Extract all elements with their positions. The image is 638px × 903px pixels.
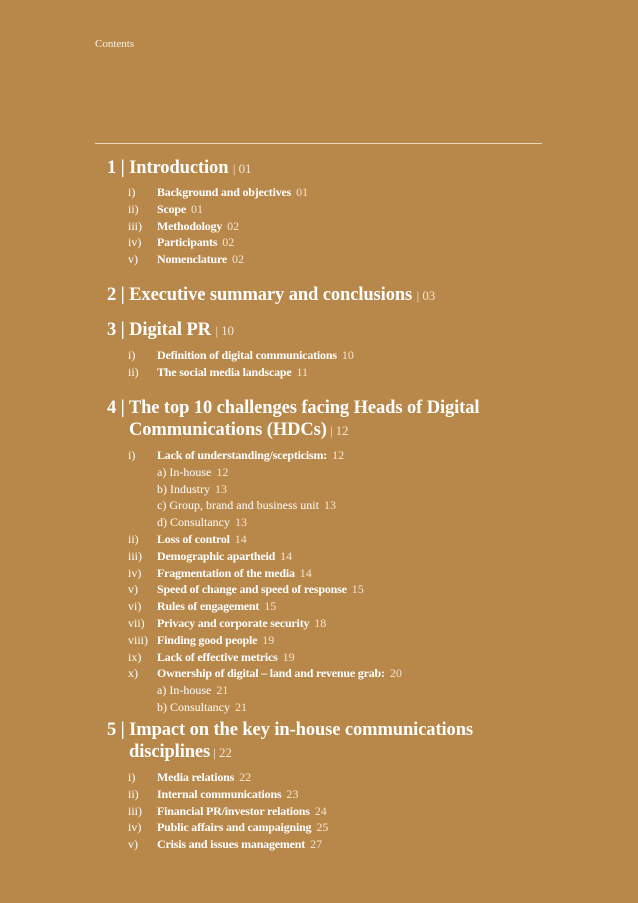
toc-item-page: 21 <box>235 699 247 714</box>
toc-item[interactable] <box>128 769 328 786</box>
toc-item-page: 19 <box>282 649 295 664</box>
toc-item-number: iii) <box>128 548 142 563</box>
toc-item[interactable] <box>128 364 354 381</box>
toc-list-1 <box>128 184 308 268</box>
toc-item-page: 15 <box>351 582 364 597</box>
section-title: 5 | Impact on the key in-house communications <box>107 720 473 740</box>
toc-item-page: 14 <box>234 531 247 546</box>
toc-item[interactable] <box>128 819 328 836</box>
toc-item-page: 15 <box>264 599 277 614</box>
toc-item-number: iv) <box>128 820 142 835</box>
toc-item-label: Lack of effective metrics <box>157 649 278 664</box>
toc-item-label: Methodology <box>157 218 223 233</box>
toc-subitem-label: d) Consultancy <box>157 515 230 530</box>
section-page: 12 <box>335 423 349 438</box>
toc-item-label: Public affairs and campaigning <box>157 820 312 835</box>
toc-item-page: 14 <box>280 548 293 563</box>
toc-item-page: 01 <box>296 185 309 199</box>
toc-item[interactable] <box>128 565 402 582</box>
toc-item[interactable] <box>128 531 402 548</box>
toc-item-page: 12 <box>332 448 345 462</box>
toc-item-page: 13 <box>235 515 247 530</box>
section-page: 03 <box>422 288 436 303</box>
divider <box>95 143 542 144</box>
toc-subitem-label: c) Group, brand and business unit <box>157 498 319 513</box>
toc-item-label: Finding good people <box>157 632 258 647</box>
toc-item[interactable] <box>128 803 328 820</box>
toc-item-number: iii) <box>128 218 142 233</box>
toc-item-label: Financial PR/investor relations <box>157 803 310 818</box>
toc-item-page: 27 <box>310 837 323 852</box>
toc-item-label: Lack of understanding/scepticism: <box>157 448 328 462</box>
toc-subitem-label: a) In-house <box>157 464 212 479</box>
toc-section-2[interactable]: 2 | Executive summary and conclusions | 03 <box>107 285 436 305</box>
toc-section-1[interactable]: 1 | Introduction | 01 <box>107 158 252 178</box>
toc-subitem[interactable] <box>128 481 402 498</box>
toc-item[interactable] <box>128 347 354 364</box>
toc-item-page: 12 <box>216 464 229 479</box>
section-title: 2 | Executive summary and conclusions <box>107 285 413 305</box>
toc-item-page: 21 <box>216 683 229 698</box>
toc-item-number: iv) <box>128 565 142 580</box>
toc-subitem-label: b) Consultancy <box>157 699 230 714</box>
toc-subitem-label: a) In-house <box>157 683 212 698</box>
section-title: 4 | The top 10 challenges facing Heads of Digital <box>107 398 480 418</box>
toc-item-page: 23 <box>286 786 299 801</box>
toc-item-number: vii) <box>128 615 145 630</box>
toc-item[interactable] <box>128 447 402 464</box>
toc-item-number: iii) <box>128 803 142 818</box>
toc-item-number: ix) <box>128 649 142 664</box>
toc-item-page: 18 <box>314 615 327 630</box>
toc-item-page: 19 <box>262 632 275 647</box>
toc-item-label: Definition of digital communications <box>157 348 337 362</box>
toc-item-label: Nomenclature <box>157 252 228 267</box>
toc-item[interactable] <box>128 201 308 218</box>
toc-item[interactable] <box>128 665 402 682</box>
toc-item-page: 02 <box>232 252 245 267</box>
toc-item-page: 13 <box>323 498 336 513</box>
toc-item[interactable] <box>128 218 308 235</box>
toc-item-label: Fragmentation of the media <box>157 565 295 580</box>
toc-item-page: 25 <box>316 820 329 835</box>
toc-item-label: Ownership of digital – land and revenue grab: <box>157 666 385 681</box>
toc-item[interactable] <box>128 581 402 598</box>
toc-item[interactable] <box>128 598 402 615</box>
toc-item-label: Loss of control <box>157 531 230 546</box>
toc-item[interactable] <box>128 615 402 632</box>
toc-item-label: Demographic apartheid <box>157 548 276 563</box>
toc-item-number: iv) <box>128 235 142 250</box>
toc-subitem[interactable] <box>128 497 402 514</box>
toc-subitem[interactable] <box>128 464 402 481</box>
toc-item-number: v) <box>128 252 138 267</box>
section-title-cont: disciplines <box>129 742 211 762</box>
toc-item-number: ii) <box>128 364 139 379</box>
toc-item-page: 24 <box>314 803 327 818</box>
toc-item[interactable] <box>128 251 308 268</box>
toc-item-page: 10 <box>341 348 354 362</box>
toc-item[interactable] <box>128 184 308 201</box>
toc-item-label: Background and objectives <box>157 185 292 199</box>
section-title-cont: Communications (HDCs) <box>129 420 327 440</box>
toc-item[interactable] <box>128 632 402 649</box>
section-page: 01 <box>238 161 252 176</box>
toc-item-page: 02 <box>227 218 240 233</box>
toc-item-label: Speed of change and speed of response <box>157 582 347 597</box>
toc-item-label: Rules of engagement <box>157 599 260 614</box>
toc-item-page: 02 <box>222 235 235 250</box>
toc-item[interactable] <box>128 649 402 666</box>
toc-item-number: i) <box>128 770 136 784</box>
toc-item-page: 20 <box>389 666 402 681</box>
toc-item-number: viii) <box>128 632 148 647</box>
toc-item[interactable] <box>128 786 328 803</box>
toc-item[interactable] <box>128 234 308 251</box>
toc-item-number: ii) <box>128 786 139 801</box>
toc-item-number: i) <box>128 185 136 199</box>
toc-list-3 <box>128 347 354 381</box>
toc-item-label: Internal communications <box>157 786 282 801</box>
toc-list-4 <box>128 447 402 716</box>
toc-item[interactable] <box>128 548 402 565</box>
toc-item-page: 11 <box>296 364 309 379</box>
toc-item-page: 01 <box>191 201 204 216</box>
toc-item-number: v) <box>128 582 138 597</box>
toc-item-label: The social media landscape <box>157 364 292 379</box>
toc-item-page: 22 <box>239 770 252 784</box>
toc-item-page: 14 <box>299 565 312 580</box>
section-page: 22 <box>218 745 232 760</box>
toc-list-5 <box>128 769 328 853</box>
toc-subitem[interactable] <box>128 682 402 699</box>
toc-item-number: x) <box>128 666 138 681</box>
toc-section-4[interactable]: 4 | The top 10 challenges facing Heads of Digital Communications (HDCs) | 12 <box>107 398 480 440</box>
toc-item-label: Privacy and corporate security <box>157 615 310 630</box>
toc-subitem[interactable] <box>128 699 402 716</box>
toc-item-label: Crisis and issues management <box>157 837 306 852</box>
section-title: 1 | Introduction <box>107 158 229 178</box>
page-header: Contents <box>95 38 135 50</box>
toc-section-5[interactable]: 5 | Impact on the key in-house communications disciplines | 22 <box>107 720 473 762</box>
section-title: 3 | Digital PR <box>107 320 211 340</box>
toc-item-number: ii) <box>128 201 139 216</box>
toc-subitem-label: b) Industry <box>157 481 210 496</box>
toc-item-number: i) <box>128 448 136 462</box>
toc-item-page: 13 <box>215 481 227 496</box>
toc-item-number: vi) <box>128 599 142 614</box>
toc-subitem[interactable] <box>128 514 402 531</box>
toc-item[interactable] <box>128 836 328 853</box>
toc-item-label: Participants <box>157 235 218 250</box>
toc-section-3[interactable]: 3 | Digital PR | 10 <box>107 320 234 340</box>
section-page: 10 <box>221 323 234 338</box>
toc-item-number: ii) <box>128 531 139 546</box>
toc-item-number: i) <box>128 348 136 362</box>
toc-item-number: v) <box>128 837 138 852</box>
toc-item-label: Media relations <box>157 770 235 784</box>
toc-item-label: Scope <box>157 201 187 216</box>
